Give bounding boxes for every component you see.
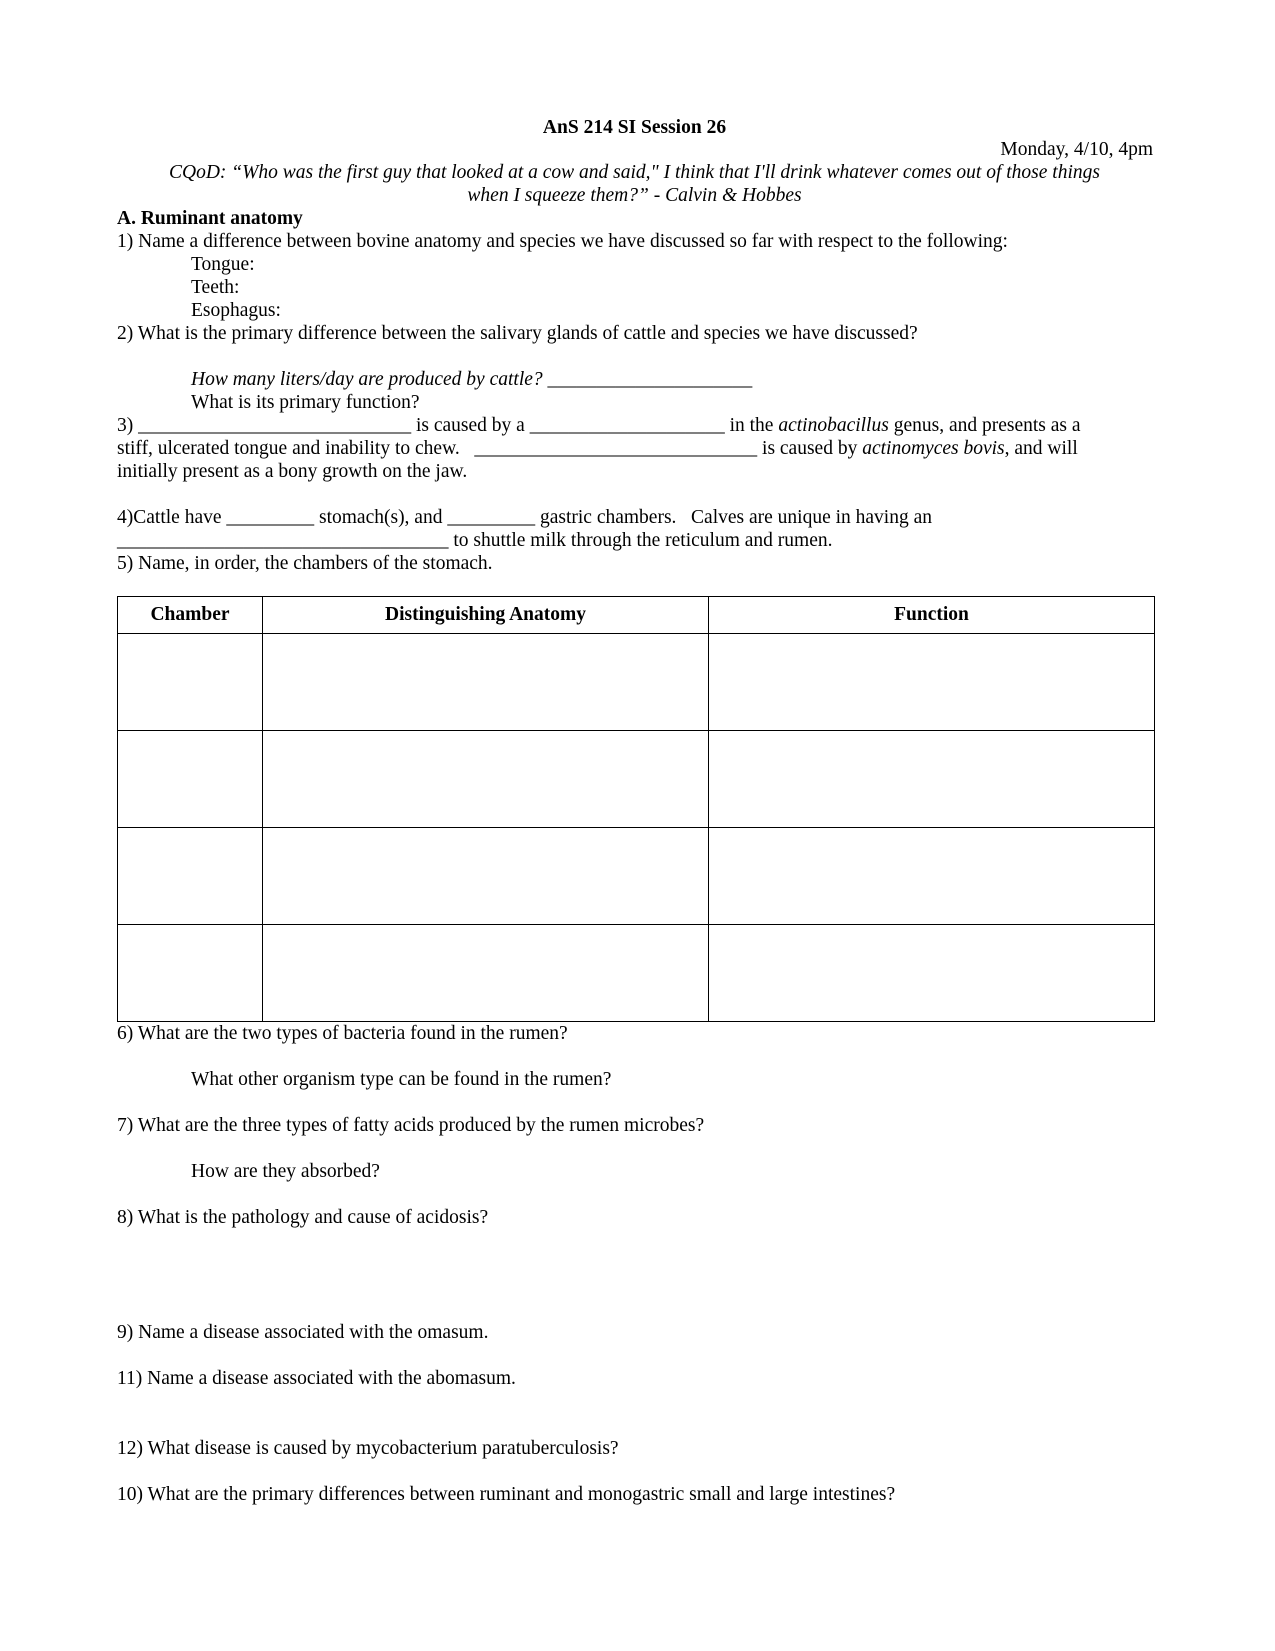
anatomy-cell[interactable] <box>263 634 709 731</box>
question-5: 5) Name, in order, the chambers of the stomach. <box>117 553 493 574</box>
q3-text-b: stiff, ulcerated tongue and inability to chew. _____________________________ is caused by <box>117 438 863 459</box>
cqod-line-2: when I squeeze them?” - Calvin & Hobbes <box>467 185 802 206</box>
question-4-line-1: 4)Cattle have _________ stomach(s), and _________ gastric chambers. Calves are unique in having an <box>117 507 933 528</box>
function-cell[interactable] <box>709 731 1155 828</box>
question-3-line-3: initially present as a bony growth on the jaw. <box>117 461 468 482</box>
header-chamber: Chamber <box>118 597 263 634</box>
function-cell[interactable] <box>709 925 1155 1022</box>
question-7: 7) What are the three types of fatty acids produced by the rumen microbes? <box>117 1115 705 1136</box>
q3-species: actinomyces bovis <box>862 438 1005 459</box>
section-heading: A. Ruminant anatomy <box>117 208 303 229</box>
q7-absorption: How are they absorbed? <box>191 1161 380 1182</box>
question-6: 6) What are the two types of bacteria found in the rumen? <box>117 1023 568 1044</box>
q3-genus: actinobacillus <box>778 415 889 436</box>
chamber-cell[interactable] <box>118 828 263 925</box>
question-11: 11) Name a disease associated with the abomasum. <box>117 1368 516 1389</box>
q3-text-a: 3) ____________________________ is caused by a ____________________ in the <box>117 415 779 436</box>
question-9: 9) Name a disease associated with the omasum. <box>117 1322 489 1343</box>
q3-text-b-end: , and will <box>1004 438 1078 459</box>
chamber-cell[interactable] <box>118 731 263 828</box>
question-10: 10) What are the primary differences between ruminant and monogastric small and large intestines? <box>117 1484 896 1505</box>
table-header-row <box>118 597 1155 634</box>
q1-tongue: Tongue: <box>191 254 255 275</box>
q2-liters: How many liters/day are produced by cattle? _____________________ <box>191 369 753 390</box>
question-2: 2) What is the primary difference between the salivary glands of cattle and species we have discussed? <box>117 323 918 344</box>
q1-teeth: Teeth: <box>191 277 240 298</box>
table-row <box>118 731 1155 828</box>
session-date: Monday, 4/10, 4pm <box>1000 139 1153 160</box>
chamber-cell[interactable] <box>118 634 263 731</box>
q2-function: What is its primary function? <box>191 392 420 413</box>
question-1: 1) Name a difference between bovine anatomy and species we have discussed so far with respect to the following: <box>117 231 1008 252</box>
anatomy-cell[interactable] <box>263 828 709 925</box>
header-anatomy: Distinguishing Anatomy <box>263 597 709 634</box>
chamber-cell[interactable] <box>118 925 263 1022</box>
question-3-line-1 <box>117 414 1081 438</box>
table-row <box>118 634 1155 731</box>
q6-other-organism: What other organism type can be found in the rumen? <box>191 1069 612 1090</box>
question-12: 12) What disease is caused by mycobacterium paratuberculosis? <box>117 1438 619 1459</box>
question-8: 8) What is the pathology and cause of acidosis? <box>117 1207 489 1228</box>
function-cell[interactable] <box>709 828 1155 925</box>
table-row <box>118 925 1155 1022</box>
question-3-line-2 <box>117 437 1078 461</box>
q1-esophagus: Esophagus: <box>191 300 281 321</box>
function-cell[interactable] <box>709 634 1155 731</box>
stomach-chambers-table <box>117 596 1155 1022</box>
page-title: AnS 214 SI Session 26 <box>542 117 727 138</box>
cqod-line-1: CQoD: “Who was the first guy that looked at a cow and said," I think that I'll drink whatever comes out of those things <box>169 162 1100 183</box>
anatomy-cell[interactable] <box>263 731 709 828</box>
header-function: Function <box>709 597 1155 634</box>
question-4-line-2: __________________________________ to shuttle milk through the reticulum and rumen. <box>117 530 833 551</box>
q3-text-a-end: genus, and presents as a <box>888 415 1081 436</box>
table-row <box>118 828 1155 925</box>
anatomy-cell[interactable] <box>263 925 709 1022</box>
